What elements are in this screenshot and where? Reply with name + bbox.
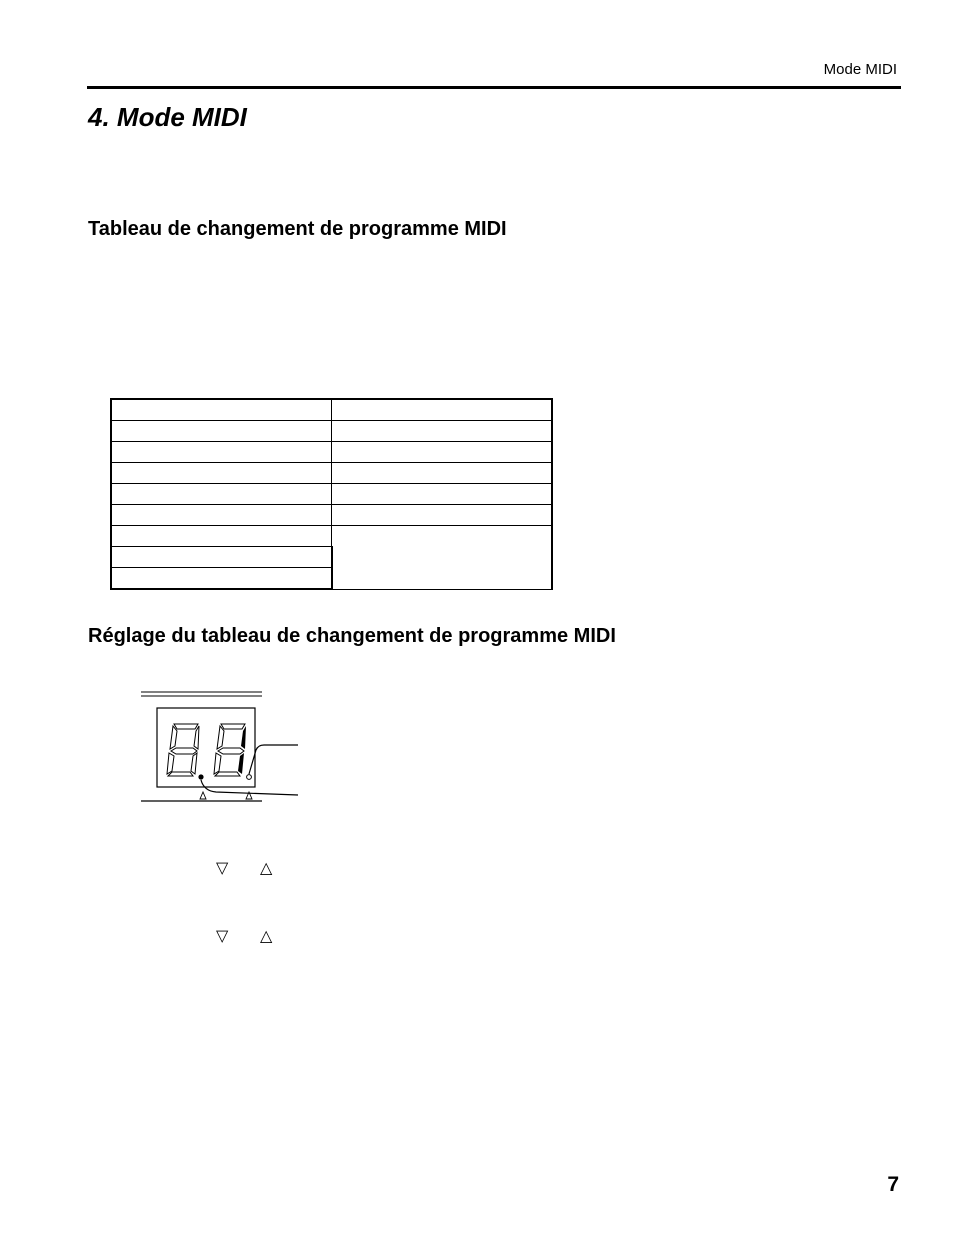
table-row	[111, 421, 552, 442]
up-arrow-icon	[200, 792, 206, 799]
header-rule	[87, 86, 901, 89]
table-cell	[111, 547, 332, 568]
table-row	[111, 442, 552, 463]
table-cell	[111, 505, 332, 526]
table-cell	[332, 463, 553, 484]
running-head: Mode MIDI	[823, 61, 897, 78]
table-cell	[332, 505, 553, 526]
table-cell	[111, 526, 332, 547]
page-number: 7	[887, 1173, 899, 1196]
table-row	[111, 484, 552, 505]
led-digit-left	[167, 724, 199, 776]
table-cell	[332, 526, 553, 590]
table-cell	[332, 399, 553, 421]
arrow-keys-row	[216, 926, 304, 945]
down-arrow-icon: ▽	[216, 858, 229, 877]
down-arrow-icon: ▽	[216, 926, 229, 945]
table-row	[111, 399, 552, 421]
section-heading-program-change-table: Tableau de changement de programme MIDI	[88, 218, 507, 240]
decimal-point-lit	[198, 774, 203, 779]
table-cell	[332, 484, 553, 505]
table-row	[111, 526, 552, 547]
up-arrow-icon: △	[260, 858, 273, 877]
table-cell	[111, 484, 332, 505]
program-change-table	[110, 398, 553, 590]
decimal-point-unlit	[247, 775, 252, 780]
table-row	[111, 505, 552, 526]
up-arrow-icon: △	[260, 926, 273, 945]
chapter-title: 4. Mode MIDI	[88, 102, 247, 132]
section-heading-table-setting: Réglage du tableau de changement de programme MIDI	[88, 625, 616, 647]
arrow-keys-row	[216, 858, 304, 877]
table-cell	[111, 463, 332, 484]
led-display-illustration	[138, 688, 308, 818]
table-cell	[111, 421, 332, 442]
table-cell	[111, 399, 332, 421]
table-cell	[111, 568, 332, 590]
table-cell	[332, 421, 553, 442]
table-row	[111, 463, 552, 484]
table-cell	[111, 442, 332, 463]
table-cell	[332, 442, 553, 463]
